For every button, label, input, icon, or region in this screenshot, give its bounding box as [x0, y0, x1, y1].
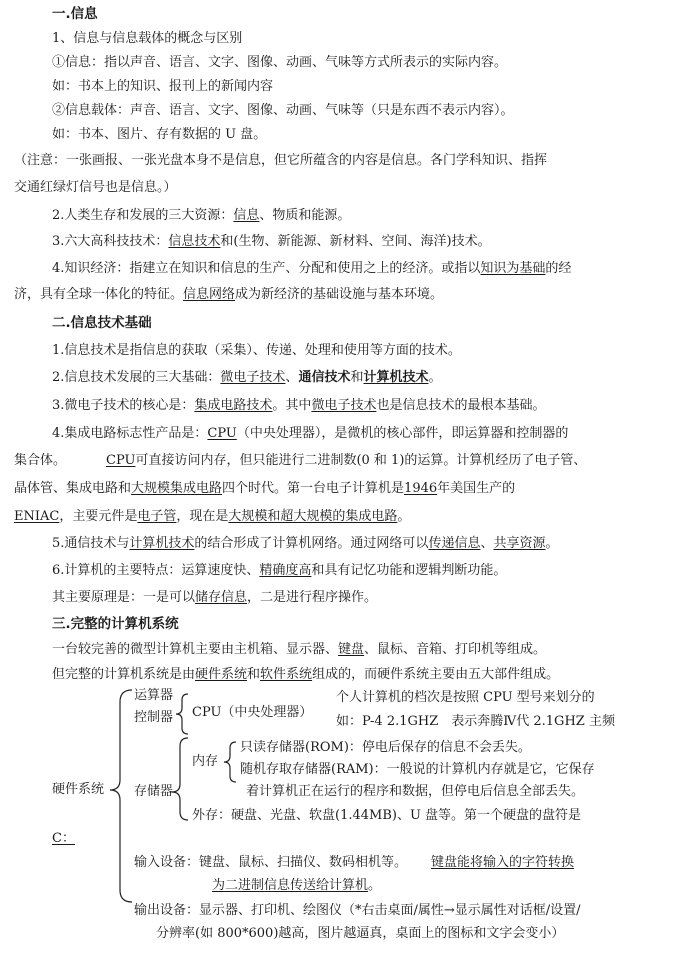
- output-devices-line-2: 分辨率(如 800*600)越高，图片越逼真，桌面上的图标和文字会变小）: [156, 926, 565, 941]
- s2-line-10: 其主要原理是：一是可以储存信息，二是进行程序操作。: [52, 590, 378, 605]
- cpu-note-1: 个人计算机的档次是按照 CPU 型号来划分的: [336, 690, 595, 705]
- drive-letter-c: C：: [52, 831, 75, 846]
- cpu-label: CPU（中央处理器）: [192, 705, 313, 720]
- s1-line-5: 如：书本、图片、存有数据的 U 盘。: [52, 127, 267, 142]
- hardware-system-label: 硬件系统: [52, 782, 105, 797]
- s2-line-4: 4.集成电路标志性产品是：CPU（中央处理器），是微机的核心部件，即运算器和控制器的: [52, 426, 569, 441]
- external-storage-line: 外存：硬盘、光盘、软盘(1.44MB)、U 盘等。第一个硬盘的盘符是: [192, 808, 582, 823]
- s2-line-8: 5.通信技术与计算机技术的结合形成了计算机网络。通过网络可以传递信息、共享资源。: [52, 536, 559, 551]
- s1-line-hightech: 3.六大高科技技术：信息技术和(生物、新能源、新材料、空间、海洋)技术。: [52, 234, 491, 249]
- input-devices-line-2: 为二进制信息传送给计算机。: [212, 878, 382, 893]
- section-1-title: 一.信息: [52, 6, 98, 22]
- storage-label: 存储器: [134, 784, 174, 799]
- s2-line-2: 2.信息技术发展的三大基础：微电子技术、通信技术和计算机技术。: [52, 370, 442, 385]
- input-devices-line-1: 输入设备：键盘、鼠标、扫描仪、数码相机等。 键盘能将输入的字符转换: [134, 855, 575, 870]
- rom-line: 只读存储器(ROM)：停电后保存的信息不会丢失。: [240, 740, 531, 755]
- section-3-title: 三.完整的计算机系统: [52, 616, 179, 632]
- s3-line-1: 一台较完善的微型计算机主要由主机箱、显示器、键盘、鼠标、音箱、打印机等组成。: [52, 642, 547, 657]
- s1-line-resources: 2.人类生存和发展的三大资源：信息、物质和能源。: [52, 208, 351, 223]
- s1-line-4: ②信息载体：声音、语言、文字、图像、动画、气味等（只是东西不表示内容）。: [52, 103, 514, 118]
- s1-line-1: 1、信息与信息载体的概念与区别: [52, 31, 243, 46]
- section-2-title: 二.信息技术基础: [52, 315, 152, 331]
- cpu-note-2: 如：P-4 2.1GHZ 表示奔腾Ⅳ代 2.1GHZ 主频: [336, 714, 615, 729]
- s1-note-1: （注意：一张画报、一张光盘本身不是信息，但它所蕴含的内容是信息。各门学科知识、指挥: [14, 153, 548, 168]
- s2-line-5: 集合体。 CPU可直接访问内存，但只能进行二进制数(0 和 1)的运算。计算机经历了电子管、: [14, 453, 587, 468]
- s2-line-7: ENIAC，主要元件是电子管，现在是大规模和超大规模的集成电路。: [14, 509, 411, 524]
- s1-line-2: ①信息：指以声音、语言、文字、图像、动画、气味等方式所表示的实际内容。: [52, 55, 508, 70]
- ram-line-1: 随机存取存储器(RAM)：一般说的计算机内存就是它，它保存: [240, 762, 595, 777]
- ram-line-2: 着计算机正在运行的程序和数据，但停电后信息全部丢失。: [246, 784, 585, 799]
- alu-label: 运算器: [134, 688, 174, 703]
- s2-line-3: 3.微电子技术的核心是：集成电路技术。其中微电子技术也是信息技术的最根本基础。: [52, 398, 546, 413]
- s1-line-knowledge-1: 4.知识经济：指建立在知识和信息的生产、分配和使用之上的经济。或指以知识为基础的经: [52, 261, 572, 276]
- s1-note-2: 交通红绿灯信号也是信息。）: [14, 180, 177, 195]
- s2-line-6: 晶体管、集成电路和大规模集成电路四个时代。第一台电子计算机是1946年美国生产的: [14, 481, 516, 496]
- controller-label: 控制器: [134, 710, 174, 725]
- s2-line-9: 6.计算机的主要特点：运算速度快、精确度高和具有记忆功能和逻辑判断功能。: [52, 563, 507, 578]
- s2-line-1: 1.信息技术是指信息的获取（采集）、传递、处理和使用等方面的技术。: [52, 343, 461, 358]
- s1-line-knowledge-2: 济，具有全球一体化的特征。信息网络成为新经济的基础设施与基本环境。: [14, 287, 444, 302]
- output-devices-line-1: 输出设备：显示器、打印机、绘图仪（*右击桌面/属性→显示属性对话框/设置/: [134, 903, 581, 918]
- s1-line-3: 如：书本上的知识、报刊上的新闻内容: [52, 79, 274, 94]
- s3-line-2: 但完整的计算机系统是由硬件系统和软件系统组成的，而硬件系统主要由五大部件组成。: [52, 667, 560, 682]
- memory-label: 内存: [192, 754, 219, 769]
